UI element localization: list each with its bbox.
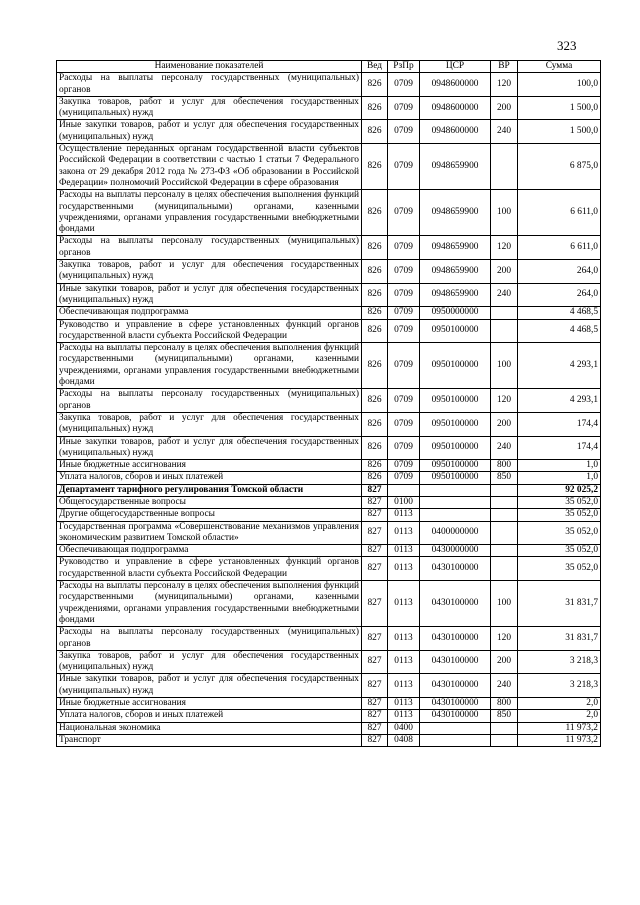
table-row [57,389,601,413]
table-header-row [57,61,601,73]
table-row [57,650,601,674]
cell-ved: 826 [362,144,388,190]
cell-ved: 827 [362,496,388,508]
cell-sum: 6 611,0 [518,236,601,260]
cell-rzpr: 0113 [388,627,420,651]
cell-sum: 1 500,0 [518,120,601,144]
cell-name: Закупка товаров, работ и услуг для обеспечения государственных (муниципальных) нужд [57,412,362,436]
cell-rzpr: 0100 [388,496,420,508]
cell-sum: 2,0 [518,698,601,710]
cell-ved: 826 [362,307,388,319]
cell-rzpr: 0408 [388,734,420,746]
cell-sum: 4 468,5 [518,307,601,319]
cell-ved: 827 [362,627,388,651]
cell-rzpr: 0709 [388,319,420,343]
cell-ved: 826 [362,412,388,436]
cell-rzpr: 0709 [388,236,420,260]
cell-rzpr [388,484,420,496]
cell-name: Расходы на выплаты персоналу в целях обеспечения выполнения функций государственными (муниципальными) органами, казенными учреждениями, органами управления государственными внебюджетными фондами [57,581,362,627]
cell-vr: 200 [491,412,518,436]
cell-name: Обеспечивающая подпрограмма [57,307,362,319]
cell-name: Расходы на выплаты персоналу государственных (муниципальных) органов [57,627,362,651]
table-row [57,96,601,120]
cell-vr: 240 [491,674,518,698]
cell-sum: 35 052,0 [518,509,601,521]
cell-rzpr: 0709 [388,190,420,236]
cell-sum: 100,0 [518,73,601,97]
cell-vr: 800 [491,698,518,710]
cell-name: Государственная программа «Совершенствование механизмов управления экономическим развитием Томской области» [57,521,362,545]
cell-rzpr: 0113 [388,509,420,521]
cell-ved: 826 [362,190,388,236]
table-row [57,674,601,698]
cell-ved: 827 [362,509,388,521]
cell-name: Иные бюджетные ассигнования [57,460,362,472]
cell-csr [420,734,491,746]
cell-vr [491,319,518,343]
table-row [57,460,601,472]
cell-ved: 827 [362,722,388,734]
cell-csr: 0950100000 [420,472,491,484]
cell-rzpr: 0400 [388,722,420,734]
cell-vr: 120 [491,389,518,413]
cell-sum: 6 611,0 [518,190,601,236]
cell-name: Иные закупки товаров, работ и услуг для обеспечения государственных (муниципальных) нужд [57,674,362,698]
cell-name: Транспорт [57,734,362,746]
cell-sum: 31 831,7 [518,581,601,627]
table-row [57,734,601,746]
cell-sum: 1 500,0 [518,96,601,120]
cell-vr [491,734,518,746]
cell-name: Расходы на выплаты персоналу в целях обеспечения выполнения функций государственными (муниципальными) органами, казенными учреждениями, органами управления государственными внебюджетными фондами [57,343,362,389]
cell-sum: 6 875,0 [518,144,601,190]
cell-csr [420,496,491,508]
cell-name: Руководство и управление в сфере установленных функций органов государственной власти субъекта Российской Федерации [57,319,362,343]
table-row [57,436,601,460]
cell-sum: 2,0 [518,710,601,722]
cell-sum: 92 025,2 [518,484,601,496]
header-rzpr: РзПр [388,61,420,73]
cell-name: Руководство и управление в сфере установленных функций органов государственной власти субъекта Российской Федерации [57,557,362,581]
cell-name: Расходы на выплаты персоналу государственных (муниципальных) органов [57,73,362,97]
cell-vr [491,722,518,734]
cell-csr: 0430100000 [420,581,491,627]
cell-name: Закупка товаров, работ и услуг для обеспечения государственных (муниципальных) нужд [57,260,362,284]
cell-rzpr: 0709 [388,343,420,389]
cell-ved: 827 [362,674,388,698]
cell-csr: 0948600000 [420,120,491,144]
cell-ved: 826 [362,96,388,120]
cell-sum: 11 973,2 [518,722,601,734]
table-row [57,472,601,484]
cell-csr: 0430100000 [420,710,491,722]
cell-vr: 240 [491,283,518,307]
table-row [57,120,601,144]
cell-csr [420,722,491,734]
cell-ved: 826 [362,460,388,472]
cell-ved: 826 [362,343,388,389]
cell-csr: 0430000000 [420,545,491,557]
cell-sum: 11 973,2 [518,734,601,746]
table-row [57,496,601,508]
cell-csr: 0430100000 [420,627,491,651]
cell-vr [491,144,518,190]
cell-sum: 4 293,1 [518,343,601,389]
cell-name: Иные закупки товаров, работ и услуг для обеспечения государственных (муниципальных) нужд [57,283,362,307]
cell-sum: 174,4 [518,436,601,460]
table-row [57,521,601,545]
cell-rzpr: 0113 [388,581,420,627]
cell-ved: 826 [362,73,388,97]
cell-csr: 0430100000 [420,674,491,698]
cell-vr [491,557,518,581]
cell-csr: 0950100000 [420,319,491,343]
budget-table [56,60,601,747]
cell-csr [420,509,491,521]
cell-csr: 0430100000 [420,650,491,674]
cell-vr: 120 [491,236,518,260]
cell-name: Другие общегосударственные вопросы [57,509,362,521]
cell-vr: 850 [491,472,518,484]
cell-rzpr: 0113 [388,674,420,698]
cell-csr: 0950100000 [420,460,491,472]
cell-rzpr: 0709 [388,144,420,190]
cell-vr: 100 [491,190,518,236]
cell-ved: 826 [362,389,388,413]
cell-rzpr: 0709 [388,460,420,472]
cell-name: Иные закупки товаров, работ и услуг для обеспечения государственных (муниципальных) нужд [57,436,362,460]
cell-csr: 0430100000 [420,557,491,581]
cell-sum: 3 218,3 [518,650,601,674]
table-row [57,283,601,307]
cell-rzpr: 0113 [388,557,420,581]
cell-name: Общегосударственные вопросы [57,496,362,508]
cell-vr [491,509,518,521]
table-row [57,722,601,734]
cell-ved: 827 [362,484,388,496]
cell-csr: 0948659900 [420,144,491,190]
cell-sum: 4 293,1 [518,389,601,413]
cell-ved: 827 [362,650,388,674]
table-row [57,236,601,260]
cell-name: Расходы на выплаты персоналу в целях обеспечения выполнения функций государственными (муниципальными) органами, казенными учреждениями, органами управления государственными внебюджетными фондами [57,190,362,236]
table-row [57,190,601,236]
cell-ved: 826 [362,260,388,284]
cell-name: Обеспечивающая подпрограмма [57,545,362,557]
table-row [57,509,601,521]
cell-name: Расходы на выплаты персоналу государственных (муниципальных) органов [57,236,362,260]
table-row [57,319,601,343]
cell-csr: 0950100000 [420,389,491,413]
cell-vr: 200 [491,96,518,120]
cell-rzpr: 0113 [388,698,420,710]
cell-sum: 1,0 [518,460,601,472]
cell-name: Расходы на выплаты персоналу государственных (муниципальных) органов [57,389,362,413]
table-row [57,307,601,319]
cell-csr: 0948600000 [420,96,491,120]
table-row [57,144,601,190]
cell-sum: 174,4 [518,412,601,436]
cell-vr: 120 [491,73,518,97]
cell-rzpr: 0709 [388,120,420,144]
cell-rzpr: 0709 [388,472,420,484]
cell-rzpr: 0113 [388,545,420,557]
table-row [57,73,601,97]
cell-sum: 35 052,0 [518,496,601,508]
cell-csr: 0430100000 [420,698,491,710]
cell-csr: 0950100000 [420,412,491,436]
cell-vr: 100 [491,581,518,627]
page-number: 323 [557,38,577,53]
cell-csr: 0948659900 [420,190,491,236]
table-row [57,343,601,389]
cell-csr: 0950000000 [420,307,491,319]
cell-ved: 826 [362,472,388,484]
cell-csr: 0948659900 [420,283,491,307]
cell-sum: 264,0 [518,260,601,284]
table-row [57,557,601,581]
cell-sum: 3 218,3 [518,674,601,698]
cell-ved: 826 [362,319,388,343]
cell-rzpr: 0709 [388,412,420,436]
table-body [57,73,601,747]
table-row [57,484,601,496]
cell-name: Закупка товаров, работ и услуг для обеспечения государственных (муниципальных) нужд [57,96,362,120]
cell-ved: 827 [362,734,388,746]
cell-vr: 240 [491,436,518,460]
cell-rzpr: 0709 [388,436,420,460]
cell-sum: 35 052,0 [518,521,601,545]
cell-ved: 827 [362,521,388,545]
cell-csr: 0948600000 [420,73,491,97]
cell-rzpr: 0709 [388,389,420,413]
cell-name: Департамент тарифного регулирования Томской области [57,484,362,496]
cell-sum: 35 052,0 [518,557,601,581]
cell-ved: 827 [362,581,388,627]
cell-ved: 826 [362,283,388,307]
cell-sum: 1,0 [518,472,601,484]
cell-vr: 100 [491,343,518,389]
header-name: Наименование показателей [57,61,362,73]
cell-ved: 827 [362,698,388,710]
table-row [57,627,601,651]
cell-ved: 827 [362,557,388,581]
cell-rzpr: 0709 [388,96,420,120]
cell-rzpr: 0709 [388,260,420,284]
cell-name: Национальная экономика [57,722,362,734]
cell-rzpr: 0113 [388,710,420,722]
cell-vr: 800 [491,460,518,472]
table-row [57,545,601,557]
cell-rzpr: 0709 [388,283,420,307]
cell-ved: 826 [362,436,388,460]
cell-sum: 264,0 [518,283,601,307]
table-row [57,260,601,284]
cell-ved: 826 [362,120,388,144]
cell-sum: 31 831,7 [518,627,601,651]
table-row [57,581,601,627]
header-vr: ВР [491,61,518,73]
cell-vr [491,307,518,319]
cell-vr [491,521,518,545]
cell-vr: 240 [491,120,518,144]
table-row [57,698,601,710]
cell-vr: 200 [491,650,518,674]
table-row [57,710,601,722]
cell-csr: 0950100000 [420,343,491,389]
cell-rzpr: 0709 [388,73,420,97]
cell-csr [420,484,491,496]
header-sum: Сумма [518,61,601,73]
cell-rzpr: 0709 [388,307,420,319]
cell-csr: 0950100000 [420,436,491,460]
cell-rzpr: 0113 [388,521,420,545]
cell-name: Закупка товаров, работ и услуг для обеспечения государственных (муниципальных) нужд [57,650,362,674]
cell-name: Уплата налогов, сборов и иных платежей [57,472,362,484]
cell-name: Осуществление переданных органам государственной власти субъектов Российской Федерации в соответствии с частью 1 статьи 7 Федерального закона от 29 декабря 2012 года № 273-ФЗ «Об образовании в Российской Федерации» полномочий Российской Федерации в сфере образования [57,144,362,190]
header-ved: Вед [362,61,388,73]
cell-sum: 35 052,0 [518,545,601,557]
cell-csr: 0948659900 [420,260,491,284]
cell-vr: 850 [491,710,518,722]
cell-ved: 826 [362,236,388,260]
cell-vr: 200 [491,260,518,284]
cell-csr: 0948659900 [420,236,491,260]
cell-vr: 120 [491,627,518,651]
cell-vr [491,545,518,557]
cell-ved: 827 [362,710,388,722]
cell-rzpr: 0113 [388,650,420,674]
cell-csr: 0400000000 [420,521,491,545]
header-csr: ЦСР [420,61,491,73]
cell-vr [491,496,518,508]
cell-name: Иные бюджетные ассигнования [57,698,362,710]
cell-ved: 827 [362,545,388,557]
table-row [57,412,601,436]
cell-sum: 4 468,5 [518,319,601,343]
cell-vr [491,484,518,496]
cell-name: Иные закупки товаров, работ и услуг для обеспечения государственных (муниципальных) нужд [57,120,362,144]
cell-name: Уплата налогов, сборов и иных платежей [57,710,362,722]
